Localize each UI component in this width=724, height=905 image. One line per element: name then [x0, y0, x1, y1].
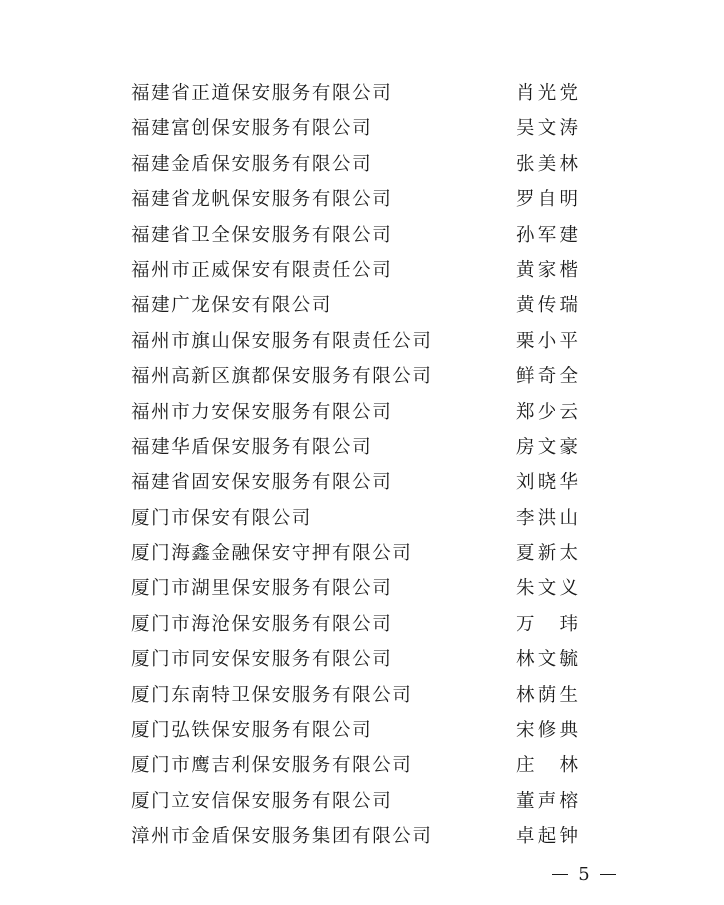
company-name: 福建省固安保安服务有限公司	[131, 472, 393, 494]
list-item	[0, 710, 724, 745]
footer-dash-right	[600, 874, 616, 875]
list-item	[0, 73, 724, 108]
list-item	[0, 498, 724, 533]
list-item	[0, 108, 724, 143]
company-name: 福建省正道保安服务有限公司	[131, 83, 393, 104]
list-item	[0, 285, 724, 320]
person-name: 朱文义	[516, 578, 578, 600]
list-item	[0, 250, 724, 285]
company-name: 漳州市金盾保安服务集团有限公司	[131, 826, 433, 848]
company-name: 福建富创保安服务有限公司	[131, 118, 373, 140]
person-name: 林荫生	[516, 684, 578, 706]
person-name: 董声榕	[516, 790, 578, 812]
company-name: 厦门市同安保安服务有限公司	[131, 649, 393, 671]
person-name: 黄传瑞	[516, 295, 578, 317]
list-item	[0, 604, 724, 639]
company-name: 福建华盾保安服务有限公司	[131, 436, 373, 458]
person-name: 郑少云	[516, 401, 578, 423]
company-name: 厦门弘铁保安服务有限公司	[131, 720, 373, 742]
list-item	[0, 745, 724, 780]
company-name: 厦门立安信保安服务有限公司	[131, 790, 393, 812]
list-item	[0, 675, 724, 710]
company-name: 福建广龙保安有限公司	[131, 295, 333, 317]
company-name: 福州市旗山保安服务有限责任公司	[131, 330, 433, 352]
list-item	[0, 427, 724, 462]
company-name: 福建省龙帆保安服务有限公司	[131, 189, 393, 211]
person-name: 刘晓华	[516, 472, 578, 494]
company-name: 福州市正威保安有限责任公司	[131, 259, 393, 281]
list-item	[0, 215, 724, 250]
company-name: 厦门市保安有限公司	[131, 507, 312, 529]
person-name: 黄家楷	[516, 259, 578, 281]
company-name: 厦门市湖里保安服务有限公司	[131, 578, 393, 600]
list-item	[0, 568, 724, 603]
company-name: 福州高新区旗都保安服务有限公司	[131, 366, 433, 388]
person-name: 肖光党	[516, 83, 578, 104]
list-item	[0, 816, 724, 851]
person-name: 栗小平	[516, 330, 578, 352]
person-name: 孙军建	[516, 224, 578, 246]
person-name: 庄林	[516, 755, 578, 777]
list-item	[0, 356, 724, 391]
person-name: 林文毓	[516, 649, 578, 671]
person-name: 万玮	[516, 613, 578, 635]
person-name: 卓起钟	[516, 826, 578, 848]
person-name: 房文豪	[516, 436, 578, 458]
person-name: 李洪山	[516, 507, 578, 529]
list-item	[0, 321, 724, 356]
company-name: 福建金盾保安服务有限公司	[131, 153, 373, 175]
person-name: 夏新太	[516, 543, 578, 565]
person-name: 罗自明	[516, 189, 578, 211]
list-item	[0, 392, 724, 427]
list-item	[0, 462, 724, 497]
person-name: 张美林	[516, 153, 578, 175]
company-name: 福建省卫全保安服务有限公司	[131, 224, 393, 246]
list-item	[0, 639, 724, 674]
company-name: 厦门东南特卫保安服务有限公司	[131, 684, 413, 706]
person-name: 宋修典	[516, 720, 578, 742]
company-list	[0, 73, 724, 852]
company-name: 福州市力安保安服务有限公司	[131, 401, 393, 423]
list-item	[0, 144, 724, 179]
page-number: 5	[578, 863, 590, 885]
list-item	[0, 179, 724, 214]
company-name: 厦门海鑫金融保安守押有限公司	[131, 543, 413, 565]
person-name: 吴文涛	[516, 118, 578, 140]
company-name: 厦门市鹰吉利保安服务有限公司	[131, 755, 413, 777]
person-name: 鲜奇全	[516, 366, 578, 388]
list-item	[0, 781, 724, 816]
page-footer	[552, 862, 616, 886]
company-name: 厦门市海沧保安服务有限公司	[131, 613, 393, 635]
footer-dash-left	[552, 874, 568, 875]
list-item	[0, 533, 724, 568]
